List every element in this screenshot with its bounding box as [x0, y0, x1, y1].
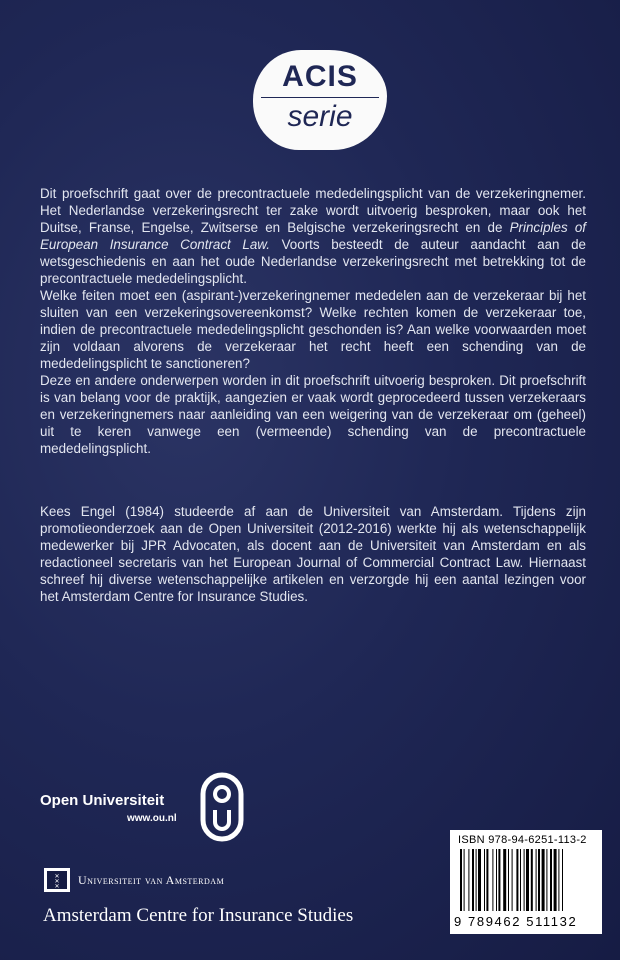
svg-text:✕: ✕ — [54, 873, 60, 880]
barcode-bar — [503, 849, 506, 911]
barcode-bar — [476, 849, 477, 911]
isbn-label: ISBN 978-94-6251-113-2 — [458, 834, 587, 846]
barcode-bar — [468, 849, 469, 911]
barcode-bars-icon — [460, 849, 592, 911]
barcode-bar — [496, 849, 497, 911]
barcode-bar — [554, 849, 557, 911]
paragraph-relevance: Deze en andere onderwerpen worden in dit proefschrift uitvoerig besproken. Dit proefschrift is van belang voor de praktijk, aangezien er vaak wordt geprocedeerd tussen verzekeraars en verzekeringnemers naar aanleiding van een weigering van de verzekeraar om (geheel) uit te keren vanwege een (vermeende) schending van de precontractuele mededelingsplicht. — [40, 373, 586, 456]
barcode-bar — [472, 849, 474, 911]
barcode-bar — [460, 849, 462, 911]
barcode-bar — [558, 849, 559, 911]
acis-full-name: Amsterdam Centre for Insurance Studies — [43, 905, 354, 926]
author-bio — [40, 503, 586, 605]
barcode-bar — [536, 849, 537, 911]
barcode-bar — [542, 849, 545, 911]
description-text — [40, 185, 586, 457]
badge-serie: serie — [287, 100, 353, 133]
barcode-bar — [546, 849, 547, 911]
barcode-bar — [484, 849, 485, 911]
barcode-bar — [520, 849, 521, 911]
barcode-bar — [492, 849, 493, 911]
svg-text:✕: ✕ — [54, 878, 60, 885]
paragraph-intro: Dit proefschrift gaat over de precontractuele mededelingsplicht van de verzekeringnemer. Het Nederlandse verzekeringsrecht ter zake wordt uitvoerig besproken, maar ook het Duitse, Franse, Engelse, Zwitserse en Belgische verzekeringsrecht en de Principles of European Insurance Contract Law. Voorts besteedt de auteur aandacht aan de wetsgeschiedenis en aan het oude Nederlandse verzekeringsrecht met betrekking tot de precontractuele mededelingsplicht. — [40, 186, 586, 286]
barcode-bar — [538, 849, 540, 911]
barcode-bar — [512, 849, 513, 911]
svg-text:✕: ✕ — [54, 883, 60, 890]
barcode-bar — [524, 849, 525, 911]
barcode-bar — [486, 849, 488, 911]
paragraph-bio: Kees Engel (1984) studeerde af aan de Universiteit van Amsterdam. Tijdens zijn promotieonderzoek aan de Open Universiteit (2012-2016) werkte hij als wetenschappelijk medewerker bij JPR Advocaten, als docent aan de Universiteit van Amsterdam en als redactioneel secretaris van het European Journal of Commercial Contract Law. Hiernaast schreef hij diverse wetenschappelijke artikelen en verzorgde hij een aantal lezingen voor het Amsterdam Centre for Insurance Studies. — [40, 504, 586, 604]
paragraph-questions: Welke feiten moet een (aspirant-)verzekeringnemer mededelen aan de verzekeraar bij het sluiten van een verzekeringsovereenkomst? Welke rechten komen de verzekeraar toe, indien de precontractuele mededelingsplicht geschonden is? Aan welke voorwaarden moet zijn voldaan alvorens de verzekeraar het recht heeft een schending van de mededelingsplicht te sanctioneren? — [40, 288, 586, 371]
barcode-bar — [526, 849, 529, 911]
badge-divider — [261, 97, 379, 98]
barcode-bar — [516, 849, 518, 911]
barcode-bar — [562, 849, 563, 911]
barcode — [450, 830, 602, 934]
open-universiteit-name: Open Universiteit — [40, 792, 165, 809]
barcode-bar — [464, 849, 465, 911]
barcode-bar — [550, 849, 552, 911]
badge-acis: ACIS — [282, 60, 358, 93]
barcode-bar — [531, 849, 533, 911]
barcode-bar — [478, 849, 481, 911]
barcode-bar — [498, 849, 500, 911]
barcode-digits: 9 789462 511132 — [454, 914, 578, 929]
open-universiteit-logo-icon — [200, 772, 244, 842]
barcode-bar — [508, 849, 509, 911]
acis-serie-badge — [253, 50, 387, 150]
uva-shield-icon — [43, 867, 71, 893]
uva-name: Universiteit van Amsterdam — [78, 873, 225, 887]
open-universiteit-url: www.ou.nl — [127, 813, 177, 824]
